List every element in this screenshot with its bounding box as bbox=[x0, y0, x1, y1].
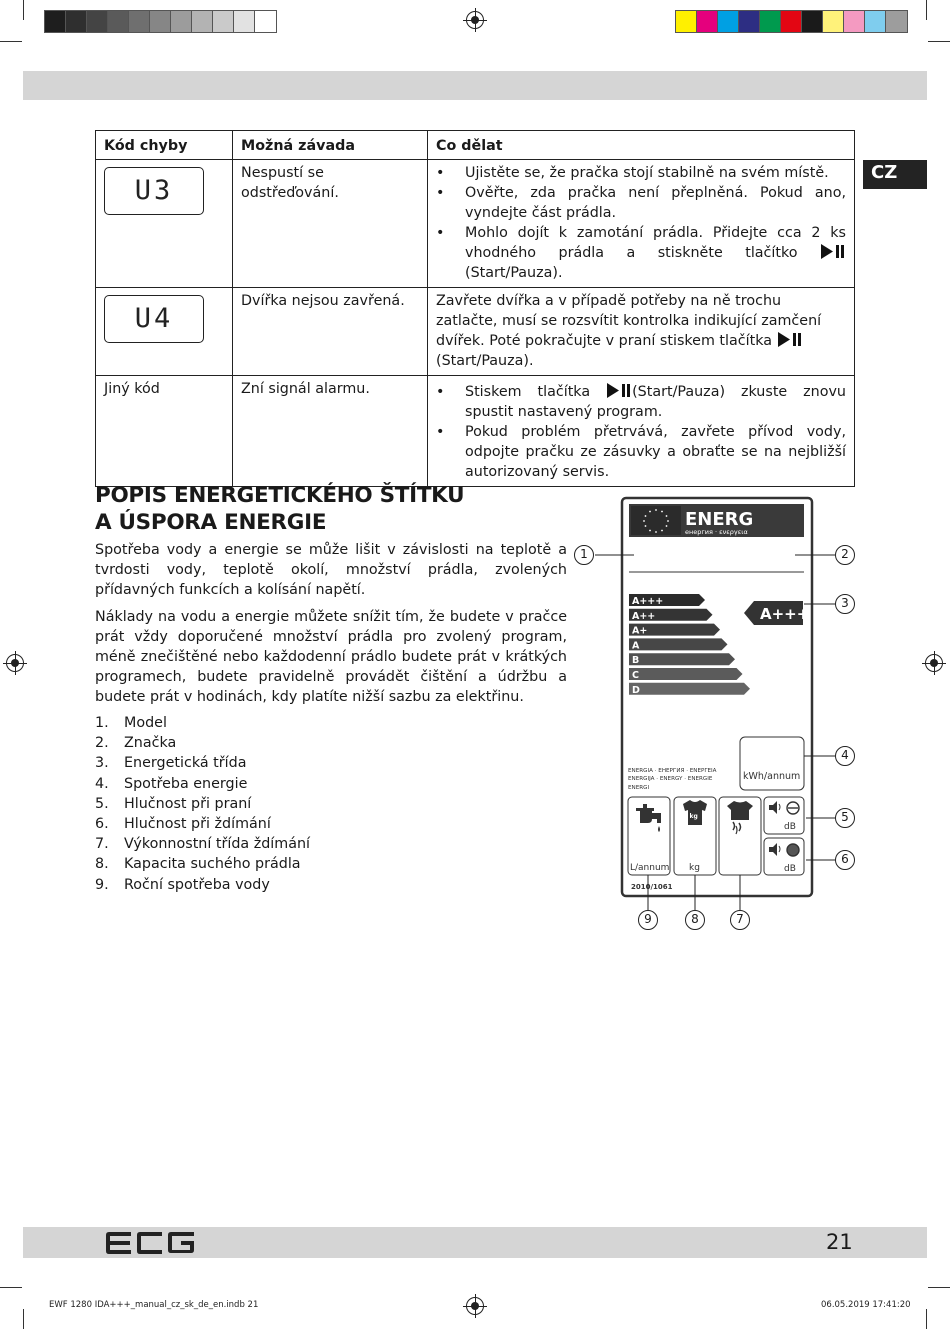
list-item: 4. Spotřeba energie bbox=[95, 775, 248, 792]
energy-class-label: D bbox=[632, 684, 640, 696]
list-item: • Pokud problém přetrvává, zavřete přívod vody, odpojte pračku ze zásuvky a obraťte se na nejbližší autorizovaný servis. bbox=[436, 422, 846, 482]
color-swatch bbox=[66, 11, 87, 32]
list-item: 5. Hlučnost při praní bbox=[95, 795, 252, 812]
color-swatch bbox=[802, 11, 823, 32]
ecg-logo-icon bbox=[106, 1232, 196, 1254]
energy-class-bar bbox=[629, 683, 750, 695]
callout-6: 6 bbox=[835, 850, 855, 870]
list-item: 6. Hlučnost při ždímání bbox=[95, 816, 271, 833]
table-header-row bbox=[96, 131, 855, 160]
column-header: Kód chyby bbox=[96, 131, 233, 160]
callout-9: 9 bbox=[638, 910, 658, 930]
energy-class-bar bbox=[629, 668, 743, 680]
energy-class-bar bbox=[629, 653, 735, 665]
color-swatch bbox=[87, 11, 108, 32]
column-header: Co dělat bbox=[428, 131, 855, 160]
energy-class-bar bbox=[629, 638, 728, 650]
color-swatch bbox=[234, 11, 255, 32]
list-item: • Ověřte, zda pračka není přeplněná. Pokud ano, vyndejte část prádla. bbox=[436, 183, 846, 223]
list-item: 8. Kapacita suchého prádla bbox=[95, 856, 301, 873]
callout-2: 2 bbox=[835, 545, 855, 565]
energy-label-diagram bbox=[570, 490, 860, 940]
page-number: 21 bbox=[826, 1230, 853, 1254]
list-item: • Mohlo dojít k zamotání prádla. Přidejte cca 2 ks vhodného prádla a stiskněte tlačítko (Start/Pauza). bbox=[436, 223, 846, 283]
svg-text:kg: kg bbox=[689, 813, 698, 820]
column-header: Možná závada bbox=[233, 131, 428, 160]
color-swatch bbox=[45, 11, 66, 32]
callout-7: 7 bbox=[730, 910, 750, 930]
crop-mark bbox=[926, 0, 927, 20]
registration-mark-left-icon bbox=[6, 654, 24, 672]
timestamp-slug: 06.05.2019 17:41:20 bbox=[821, 1300, 911, 1310]
color-swatch bbox=[676, 11, 697, 32]
list-item: 1. Model bbox=[95, 715, 167, 731]
fault-cell: Zní signál alarmu. bbox=[233, 376, 428, 487]
color-swatch bbox=[697, 11, 718, 32]
start-pause-icon bbox=[820, 244, 846, 259]
list-item: 9. Roční spotřeba vody bbox=[95, 876, 270, 893]
color-swatch bbox=[718, 11, 739, 32]
crop-mark bbox=[23, 0, 24, 20]
energy-class-label: A++ bbox=[632, 610, 656, 622]
color-swatch bbox=[823, 11, 844, 32]
table-row bbox=[96, 160, 855, 288]
kwh-unit-label: kWh/annum bbox=[743, 771, 801, 782]
list-item: • Ujistěte se, že pračka stojí stabilně na svém místě. bbox=[436, 163, 846, 183]
action-list bbox=[436, 382, 846, 482]
paragraph: Náklady na vodu a energie můžete snížit tím, že budete v pračce prát vždy doporučené množství prádla pro zvolený program, méně znečištěné nebo každodenní prádlo budete prát v krátkých programech, budete pravidelně provádět čištění a údržbu a budete prát v hodinách, kdy platíte nižší sazbu za elektřinu. bbox=[95, 609, 567, 705]
color-swatch bbox=[192, 11, 213, 32]
list-item: 3. Energetická třída bbox=[95, 755, 247, 772]
crop-mark bbox=[23, 1309, 24, 1329]
color-swatch bbox=[171, 11, 192, 32]
label-legend-list bbox=[95, 713, 310, 895]
label-header-title: ENERG bbox=[685, 509, 754, 530]
color-swatch bbox=[129, 11, 150, 32]
code-cell: Jiný kód bbox=[96, 376, 233, 487]
crop-mark bbox=[926, 1309, 927, 1329]
color-swatch bbox=[781, 11, 802, 32]
paragraph: Spotřeba vody a energie se může lišit v závislosti na teplotě a tvrdosti vody, teplotě okolí, množství prádla, zvolených přídavných funkcích a kolísání napětí. bbox=[95, 542, 567, 598]
language-tab: CZ bbox=[863, 160, 927, 189]
start-pause-icon bbox=[606, 383, 632, 398]
energy-class-label: A bbox=[632, 640, 640, 652]
fault-cell: Dvířka nejsou zavřená. bbox=[233, 288, 428, 376]
wash-noise-unit: dB bbox=[784, 822, 796, 832]
error-code-table bbox=[95, 130, 855, 487]
energy-words: ENERGI bbox=[628, 785, 650, 791]
color-swatch bbox=[760, 11, 781, 32]
list-item: 2. Značka bbox=[95, 735, 177, 752]
label-header-subtitle: енергия · ενεργεια bbox=[685, 528, 748, 536]
color-swatch bbox=[255, 11, 276, 32]
energy-class-label: A+++ bbox=[632, 596, 664, 607]
file-name-slug: EWF 1280 IDA+++_manual_cz_sk_de_en.indb 21 bbox=[49, 1300, 259, 1310]
color-swatch bbox=[150, 11, 171, 32]
callout-5: 5 bbox=[835, 808, 855, 828]
callout-8: 8 bbox=[685, 910, 705, 930]
section-title: POPIS ENERGETICKÉHO ŠTÍTKU A ÚSPORA ENERGIE bbox=[95, 483, 465, 535]
color-swatch bbox=[213, 11, 234, 32]
start-pause-icon bbox=[777, 332, 803, 347]
energy-class-label: B bbox=[632, 655, 640, 667]
list-item: 7. Výkonnostní třída ždímání bbox=[95, 836, 310, 853]
callout-4: 4 bbox=[835, 746, 855, 766]
crop-mark bbox=[928, 41, 950, 42]
lcd-error-code-u4: U4 bbox=[104, 295, 204, 343]
action-cell: Zavřete dvířka a v případě potřeby na ně trochu zatlačte, musí se rozsvítit kontrolka indikující zamčení dvířek. Poté pokračujte v praní stiskem tlačítka (Start/Pauza). bbox=[428, 288, 855, 376]
registration-mark-top-icon bbox=[466, 11, 484, 29]
action-list bbox=[436, 163, 846, 283]
callout-3: 3 bbox=[835, 594, 855, 614]
crop-mark bbox=[0, 1287, 22, 1288]
callout-1: 1 bbox=[574, 545, 594, 565]
table-row bbox=[96, 288, 855, 376]
energy-label-graphic bbox=[570, 490, 860, 940]
energy-words: ENERGIJA · ENERGY · ENERGIE bbox=[628, 776, 713, 782]
registration-mark-right-icon bbox=[925, 654, 943, 672]
color-swatch bbox=[108, 11, 129, 32]
fault-cell: Nespustí se odstřeďování. bbox=[233, 160, 428, 288]
color-swatch bbox=[739, 11, 760, 32]
energy-class-label: C bbox=[632, 670, 639, 681]
water-unit-label: L/annum bbox=[630, 863, 670, 873]
color-swatch bbox=[886, 11, 907, 32]
crop-mark bbox=[928, 1287, 950, 1288]
energy-words: ENERGIA · ЕНЕРГИЯ · ΕΝΕΡΓΕΙΑ bbox=[628, 768, 717, 774]
color-swatch bbox=[865, 11, 886, 32]
header-band bbox=[23, 71, 927, 100]
registration-mark-bottom-icon bbox=[466, 1297, 484, 1315]
list-item: • Stiskem tlačítka (Start/Pauza) zkuste znovu spustit nastavený program. bbox=[436, 382, 846, 422]
regulation-number: 2010/1061 bbox=[631, 883, 673, 891]
color-swatch bbox=[844, 11, 865, 32]
grayscale-color-bar bbox=[44, 10, 277, 33]
spin-noise-unit: dB bbox=[784, 864, 796, 874]
lcd-error-code-u3: U3 bbox=[104, 167, 204, 215]
process-color-bar bbox=[675, 10, 908, 33]
capacity-unit-label: kg bbox=[689, 863, 700, 873]
energy-class-label: A+ bbox=[632, 625, 648, 637]
energy-rating-label: A+++ bbox=[760, 605, 810, 623]
crop-mark bbox=[0, 41, 22, 42]
table-row bbox=[96, 376, 855, 487]
